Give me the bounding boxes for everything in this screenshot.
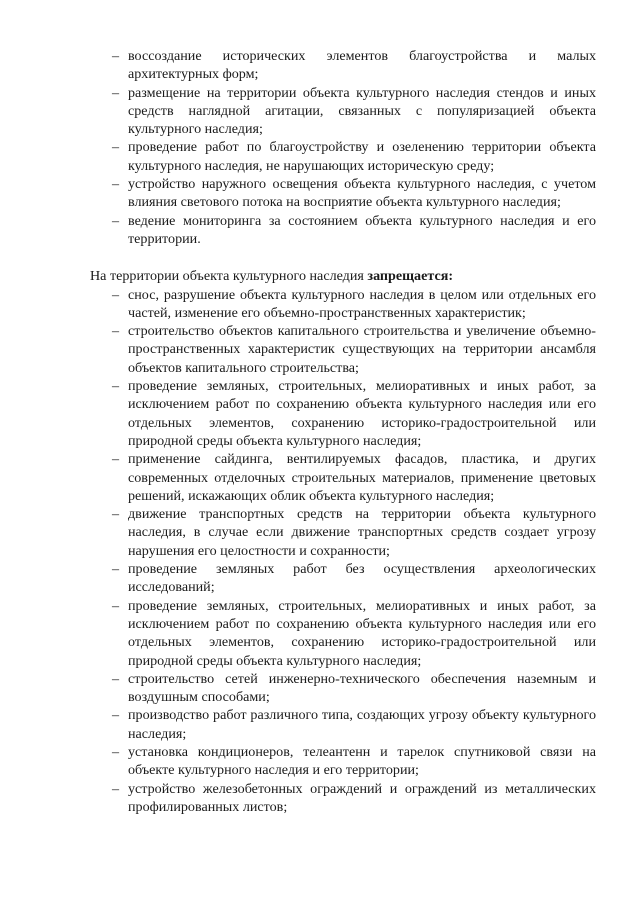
bullet-dash: – <box>112 670 120 687</box>
list-item-text: применение сайдинга, вентилируемых фасадов, пластика, и других современных отделочных строительных материалов, применение цветовых решений, искажающих облик объекта культурного наследия; <box>128 451 596 504</box>
list-item-text: воссоздание исторических элементов благоустройства и малых архитектурных форм; <box>128 48 596 83</box>
list-item-text: строительство сетей инженерно-технического обеспечения наземным и воздушным способами; <box>128 670 596 706</box>
list-item-text: строительство объектов капитального строительства и увеличение объемно-пространственных характеристик существующих на территории ансамбля объектов капитального строительства; <box>128 323 596 376</box>
bullet-dash: – <box>112 84 120 101</box>
list-item <box>90 560 596 597</box>
list-item-text: снос, разрушение объекта культурного наследия в целом или отдельных его частей, изменение его объемно-пространственных характеристик; <box>128 286 596 321</box>
list-item <box>90 84 596 139</box>
list-item <box>90 47 596 84</box>
bullet-dash: – <box>112 286 120 303</box>
intro-text: На территории объекта культурного наследия <box>90 268 368 285</box>
list-item-text: проведение работ по благоустройству и озеленению территории объекта культурного наследия, не нарушающих историческую среду; <box>128 139 596 174</box>
permitted-works-list <box>90 47 596 248</box>
paragraph-gap <box>90 248 596 267</box>
list-item-text: установка кондиционеров, телеантенн и тарелок спутниковой связи на объекте культурного наследия и его территории; <box>128 743 596 779</box>
list-item <box>90 286 596 323</box>
list-item-text: ведение мониторинга за состоянием объекта культурного наследия и его территории. <box>128 212 596 247</box>
list-item-text: устройство железобетонных ограждений и ограждений из металлических профилированных листов; <box>128 780 596 815</box>
bullet-dash: – <box>112 707 120 724</box>
list-item <box>90 377 596 450</box>
list-item-text: производство работ различного типа, создающих угрозу объекту культурного наследия; <box>128 707 596 742</box>
list-item-text: проведение земляных работ без осуществления археологических исследований; <box>128 561 596 596</box>
list-item <box>90 597 596 670</box>
bullet-dash: – <box>112 176 120 193</box>
list-item-text: движение транспортных средств на территории объекта культурного наследия, в случае если движение транспортных средств создает угрозу нарушения его целостности и сохранности; <box>128 506 596 559</box>
prohibitions-intro <box>90 267 596 285</box>
bullet-dash: – <box>112 323 120 340</box>
prohibited-works-list <box>90 286 596 817</box>
bullet-dash: – <box>112 451 120 468</box>
bullet-dash: – <box>112 506 120 523</box>
list-item <box>90 322 596 377</box>
bullet-dash: – <box>112 378 120 395</box>
list-item <box>90 505 596 560</box>
list-item-text: размещение на территории объекта культурного наследия стендов и иных средств наглядной агитации, связанных с популяризацией объекта культурного наследия; <box>128 84 596 138</box>
bullet-dash: – <box>112 48 120 64</box>
list-item-text: проведение земляных, строительных, мелиоративных и иных работ, за исключением работ по сохранению объекта культурного наследия или его отдельных элементов, сохранению историко-градостроительной или природной среды объекта культурного наследия; <box>128 378 596 449</box>
bullet-dash: – <box>112 743 120 760</box>
list-item-text: устройство наружного освещения объекта культурного наследия, с учетом влияния светового потока на восприятие объекта культурного наследия; <box>128 176 596 211</box>
bullet-dash: – <box>112 561 120 578</box>
intro-bold-keyword: запрещается: <box>367 268 454 285</box>
list-item <box>90 743 596 780</box>
list-item <box>90 780 596 817</box>
list-item-text: проведение земляных, строительных, мелиоративных и иных работ, за исключением работ по сохранению объекта культурного наследия или его отдельных элементов, сохранению историко-градостроительной или природной среды объекта культурного наследия; <box>128 597 596 669</box>
list-item <box>90 706 596 743</box>
bullet-dash: – <box>112 780 120 797</box>
list-item <box>90 670 596 707</box>
list-item <box>90 138 596 175</box>
list-item <box>90 212 596 249</box>
bullet-dash: – <box>112 212 120 229</box>
list-item <box>90 175 596 212</box>
bullet-dash: – <box>112 597 120 614</box>
bullet-dash: – <box>112 139 120 156</box>
list-item <box>90 450 596 505</box>
